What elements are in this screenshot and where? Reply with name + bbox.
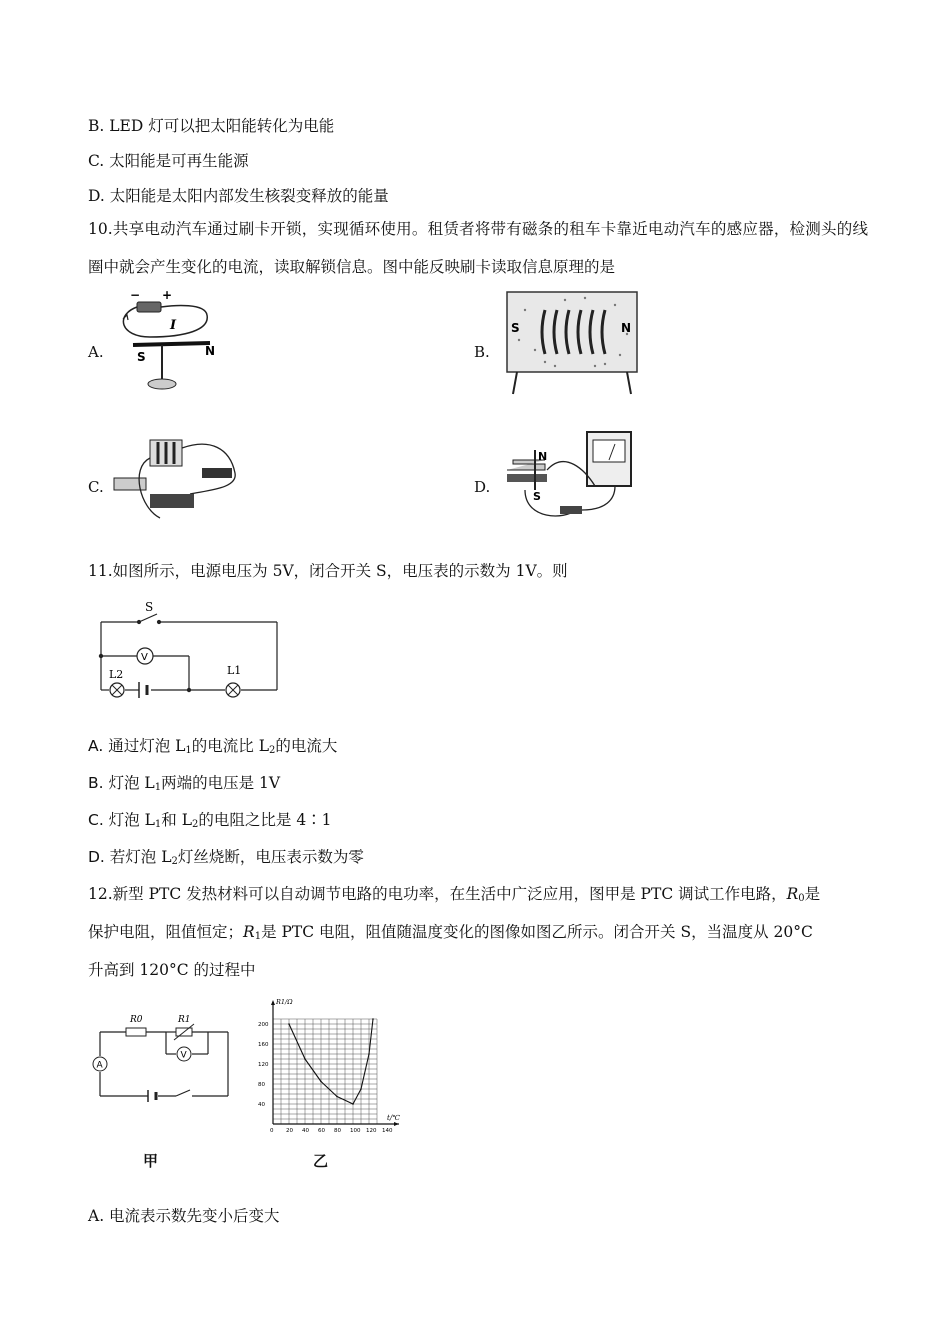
fig-b-s: S [511,321,520,335]
q10-figure-c [110,428,245,523]
x-tick-label: 20 [286,1128,293,1134]
x-tick-label: 120 [366,1128,377,1134]
x-tick-label: 60 [318,1128,325,1134]
lamp-l2-icon [110,683,124,697]
fig-a-n: N [205,344,216,358]
fig-a-s: S [137,350,146,364]
y-tick-label: 120 [258,1062,269,1068]
y-tick-label: 80 [258,1082,265,1088]
y-axis-label: R1/Ω [276,998,293,1006]
q10-letter-c: C. [88,478,104,496]
q11-switch-label: S [145,600,154,614]
q11-circuit [95,598,285,698]
fig-a-current: I [170,318,177,333]
electromagnet-icon [150,494,194,508]
ammeter-icon [93,1057,107,1071]
q12-stem-line1: 12.新型 PTC 发热材料可以自动调节电路的电功率，在生活中广泛应用，图甲是 PTC 调试工作电路，$R_0$是 [88,885,821,904]
data-point [360,1088,362,1090]
horseshoe-magnet-icon [507,474,547,482]
q11-lamp1-label: L1 [227,664,242,677]
lamp-l1-icon [226,683,240,697]
battery-icon [137,302,161,312]
q10-letter-b: B. [474,343,490,361]
x-tick-label: 40 [302,1128,309,1134]
battery-icon [148,1090,156,1102]
q10-figure-d [505,430,640,525]
x-axis-label: t/℃ [387,1114,401,1122]
x-tick-label: 140 [382,1128,393,1134]
x-tick-label: 80 [334,1128,341,1134]
svg-text:V: V [141,652,148,663]
caption-jia: 甲 [143,1152,159,1170]
y-tick-label: 200 [258,1022,269,1028]
y-tick-label: 40 [258,1102,265,1108]
q12-stem-line3: 升高到 120°C 的过程中 [88,961,256,979]
data-point [304,1058,306,1060]
x-tick-label: 0 [270,1128,274,1134]
q10-figure-a [115,285,225,395]
key-switch-icon [202,468,232,478]
q9-option-c: C. 太阳能是可再生能源 [88,152,249,170]
q12-r0-label: R0 [130,1015,143,1025]
fig-d-n: N [538,450,548,463]
q12-stem-line2: 保护电阻，阻值恒定；$R_1$是 PTC 电阻，阻值随温度变化的图像如图乙所示。闭合开关 S，当温度从 20°C [88,923,813,942]
q11-stem: 11.如图所示，电源电压为 5V，闭合开关 S，电压表的示数为 1V。则 [88,562,568,580]
series-line [289,1019,373,1104]
battery-icon [139,682,147,698]
q11-option-c: C. 灯泡 $L_1$和 $L_2$的电阻之比是 4∶1 [88,811,332,830]
q10-letter-a: A. [88,343,104,361]
q10-letter-d: D. [474,478,491,496]
resistor-r0-icon [126,1028,146,1036]
q12-circuit-jia [90,1010,240,1110]
data-point [288,1023,290,1025]
q10-figure-b [505,290,640,398]
switch-icon [560,506,582,514]
data-point [352,1103,354,1105]
q11-option-a: A. 通过灯泡 $L_1$的电流比 $L_2$的电流大 [88,737,338,756]
data-point [320,1081,322,1083]
q12-r1-label: R1 [178,1015,191,1025]
voltmeter-icon [177,1047,191,1061]
fig-b-n: N [621,321,632,335]
q11-option-d: D. 若灯泡 $L_2$灯丝烧断，电压表示数为零 [88,848,364,867]
caption-yi: 乙 [313,1152,329,1170]
q10-stem: 10.共享电动汽车通过刷卡开锁，实现循环使用。租赁者将带有磁条的租车卡靠近电动汽车的感应器，检测头的线圈中就会产生变化的电流，读取解锁信息。图中能反映刷卡读取信息原理的是 [88,220,868,276]
q12-ptc-chart [255,996,415,1138]
y-tick-label: 160 [258,1042,269,1048]
data-point [336,1096,338,1098]
q9-option-d: D. 太阳能是太阳内部发生核裂变释放的能量 [88,187,389,205]
fig-a-plus: + [162,288,173,302]
svg-text:A: A [96,1060,103,1071]
q12-option-a: A. 电流表示数先变小后变大 [88,1207,280,1225]
q11-option-b: B. 灯泡 $L_1$两端的电压是 1V [88,774,281,793]
y-axis-arrow-icon [271,1000,275,1005]
fig-a-minus: − [130,288,141,302]
x-tick-label: 100 [350,1128,361,1134]
svg-text:V: V [180,1050,187,1061]
q11-lamp2-label: L2 [109,668,124,681]
fig-d-s: S [533,490,541,503]
data-point [368,1053,370,1055]
voltmeter-icon [137,648,153,664]
x-axis-arrow-icon [394,1122,399,1126]
compass-needle [133,343,210,345]
data-point [372,1018,374,1020]
q9-option-b: B. LED 灯可以把太阳能转化为电能 [88,117,335,135]
